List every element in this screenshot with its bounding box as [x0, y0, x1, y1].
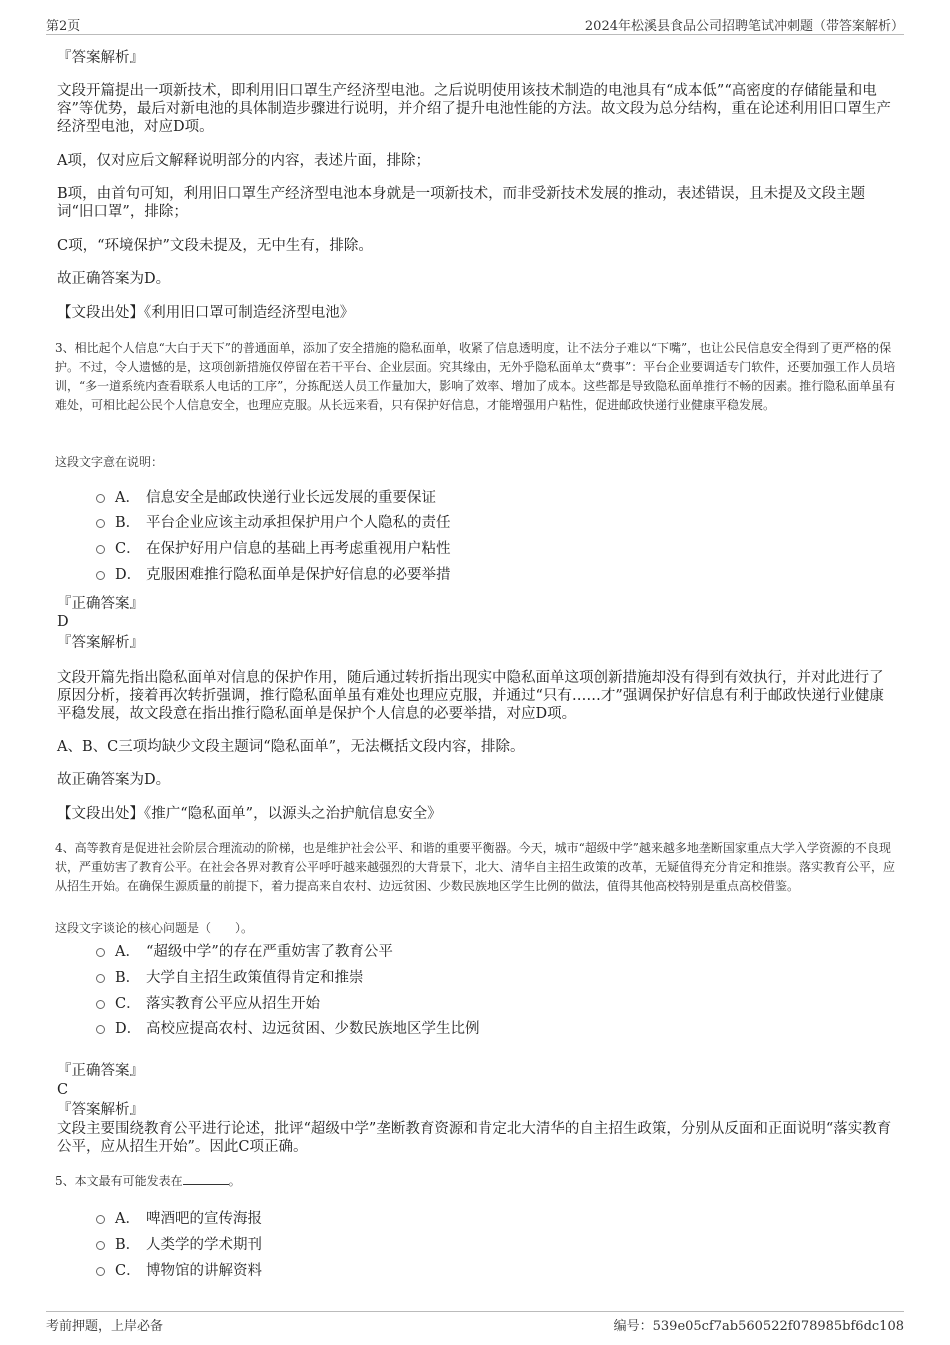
q3-analysis-p1: 文段开篇先指出隐私面单对信息的保护作用，随后通过转折指出现实中隐私面单这项创新措施却没有得到有效执行，并对此进行了原因分析，接着再次转折强调，推行隐私面单虽有难处也理应克服，并通过“只有……才”强调保护好信息有利于邮政快递行业健康平稳发展，故文段意在指出推行隐私面单是保护个人信息的必要举措，对应D项。	[57, 670, 884, 722]
q4-analysis-p1: 文段主要围绕教育公平进行论述，批评“超级中学”垄断教育资源和肯定北大清华的自主招生政策，分别从反面和正面说明“落实教育公平，应从招生开始”。因此C项正确。	[57, 1121, 892, 1155]
q3-analysis-p3: 故正确答案为D。	[57, 772, 171, 788]
radio-circle-icon[interactable]	[96, 948, 105, 957]
q5-stem-text: 5、本文最有可能发表在	[55, 1174, 183, 1188]
q4-stem: 4、高等教育是促进社会阶层合理流动的阶梯，也是维护社会公平、和谐的重要平衡器。今天，城市“超级中学”越来越多地垄断国家重点大学入学资源的不良现状，严重妨害了教育公平。在社会各界对教育公平呼吁越来越强烈的大背景下，北大、清华自主招生政策的改革，无疑值得充分肯定和推崇。落实教育公平，应从招生开始。在确保生源质量的前提下，着力提高来自农村、边远贫困、少数民族地区学生比例的做法，值得其他高校特别是重点高校借鉴。	[55, 841, 896, 893]
q2-analysis-p2: A项，仅对应后文解释说明部分的内容，表述片面，排除；	[57, 153, 430, 169]
q2-analysis-p3: B项，由首句可知，利用旧口罩生产经济型电池本身就是一项新技术，而非受新技术发展的推动，表述错误，且未提及文段主题词“旧口罩”，排除；	[57, 186, 866, 220]
q3-option-a[interactable]	[96, 488, 896, 508]
q3-source: 【文段出处】《推广“隐私面单”，以源头之治护航信息安全》	[57, 806, 442, 822]
option-text: 信息安全是邮政快递行业长远发展的重要保证	[146, 490, 436, 506]
q2-analysis-p1: 文段开篇提出一项新技术，即利用旧口罩生产经济型电池。之后说明使用该技术制造的电池具有“成本低”“高密度的存储能量和电容”等优势，最后对新电池的具体制造步骤进行说明，并介绍了提升电池性能的方法。故文段为总分结构，重在论述利用旧口罩生产经济型电池，对应D项。	[57, 83, 891, 135]
q5-stem-end: 。	[228, 1174, 241, 1188]
option-text: 落实教育公平应从招生开始	[146, 996, 320, 1012]
q3-analysis-p2: A、B、C三项均缺少文段主题词“隐私面单”，无法概括文段内容，排除。	[57, 739, 525, 755]
radio-circle-icon[interactable]	[96, 545, 105, 554]
option-letter: A．	[115, 1211, 140, 1227]
option-text: 高校应提高农村、边远贫困、少数民族地区学生比例	[146, 1021, 480, 1037]
answer-blank	[183, 1172, 229, 1185]
option-text: 平台企业应该主动承担保护用户个人隐私的责任	[146, 515, 451, 531]
q4-answer: C	[57, 1082, 69, 1098]
q4-option-d[interactable]	[96, 1019, 896, 1039]
q3-option-d[interactable]	[96, 565, 896, 585]
option-text: 克服困难推行隐私面单是保护好信息的必要举措	[146, 567, 451, 583]
q4-prompt: 这段文字谈论的核心问题是（ ）。	[55, 921, 254, 935]
footer-slogan: 考前押题，上岸必备	[46, 1319, 164, 1334]
q5-stem	[55, 1172, 900, 1191]
radio-circle-icon[interactable]	[96, 519, 105, 528]
option-letter: A．	[115, 490, 140, 506]
radio-circle-icon[interactable]	[96, 1025, 105, 1034]
option-text: “超级中学”的存在严重妨害了教育公平	[146, 944, 393, 960]
option-letter: C．	[115, 996, 141, 1012]
q3-answer-label: 『正确答案』	[57, 596, 144, 612]
option-letter: B．	[115, 970, 141, 986]
radio-circle-icon[interactable]	[96, 1267, 105, 1276]
radio-circle-icon[interactable]	[96, 974, 105, 983]
q3-option-b[interactable]	[96, 513, 896, 533]
radio-circle-icon[interactable]	[96, 1215, 105, 1224]
q3-prompt: 这段文字意在说明：	[55, 455, 164, 469]
footer-code: 编号：539e05cf7ab560522f078985bf6dc108	[613, 1319, 904, 1334]
q4-analysis-label: 『答案解析』	[57, 1102, 144, 1118]
q4-answer-label: 『正确答案』	[57, 1063, 144, 1079]
q4-option-a[interactable]	[96, 942, 896, 962]
q5-option-c[interactable]	[96, 1261, 896, 1281]
option-letter: C．	[115, 541, 141, 557]
option-text: 啤酒吧的宣传海报	[146, 1211, 262, 1227]
option-text: 在保护好用户信息的基础上再考虑重视用户粘性	[146, 541, 451, 557]
option-text: 大学自主招生政策值得肯定和推崇	[146, 970, 364, 986]
q4-option-b[interactable]	[96, 968, 896, 988]
q5-option-b[interactable]	[96, 1235, 896, 1255]
page-footer	[46, 1311, 904, 1334]
option-letter: D．	[115, 567, 142, 583]
document-title: 2024年松溪县食品公司招聘笔试冲刺题（带答案解析）	[584, 19, 904, 34]
option-letter: D．	[115, 1021, 142, 1037]
q4-option-c[interactable]	[96, 994, 896, 1014]
radio-circle-icon[interactable]	[96, 1000, 105, 1009]
q3-answer: D	[57, 614, 69, 630]
page-number: 第2页	[46, 19, 81, 34]
radio-circle-icon[interactable]	[96, 1241, 105, 1250]
q3-analysis-label: 『答案解析』	[57, 635, 144, 651]
option-text: 人类学的学术期刊	[146, 1237, 262, 1253]
q2-analysis-p4: C项，“环境保护”文段未提及，无中生有，排除。	[57, 238, 373, 254]
option-letter: A．	[115, 944, 140, 960]
q2-analysis-label: 『答案解析』	[57, 50, 144, 66]
q5-option-a[interactable]	[96, 1209, 896, 1229]
option-letter: C．	[115, 1263, 141, 1279]
option-text: 博物馆的讲解资料	[146, 1263, 262, 1279]
option-letter: B．	[115, 1237, 141, 1253]
q2-source: 【文段出处】《利用旧口罩可制造经济型电池》	[57, 305, 355, 321]
radio-circle-icon[interactable]	[96, 494, 105, 503]
radio-circle-icon[interactable]	[96, 571, 105, 580]
q3-stem: 3、相比起个人信息“大白于天下”的普通面单，添加了安全措施的隐私面单，收紧了信息透明度，让不法分子难以“下嘴”，也让公民信息安全得到了更严格的保护。不过，令人遗憾的是，这项创新措施仅停留在若干平台、企业层面。究其缘由，无外乎隐私面单太“费事”：平台企业要调适专门软件，还要加强工作人员培训，“多一道系统内查看联系人电话的工序”，分拣配送人员工作量加大，影响了效率、增加了成本。这些都是导致隐私面单推行不畅的因素。推行隐私面单虽有难处，可相比起公民个人信息安全，也理应克服。从长远来看，只有保护好信息，才能增强用户粘性，促进邮政快递行业健康平稳发展。	[55, 341, 896, 412]
page-header	[46, 14, 904, 35]
q2-analysis-p5: 故正确答案为D。	[57, 271, 171, 287]
option-letter: B．	[115, 515, 141, 531]
q3-option-c[interactable]	[96, 539, 896, 559]
